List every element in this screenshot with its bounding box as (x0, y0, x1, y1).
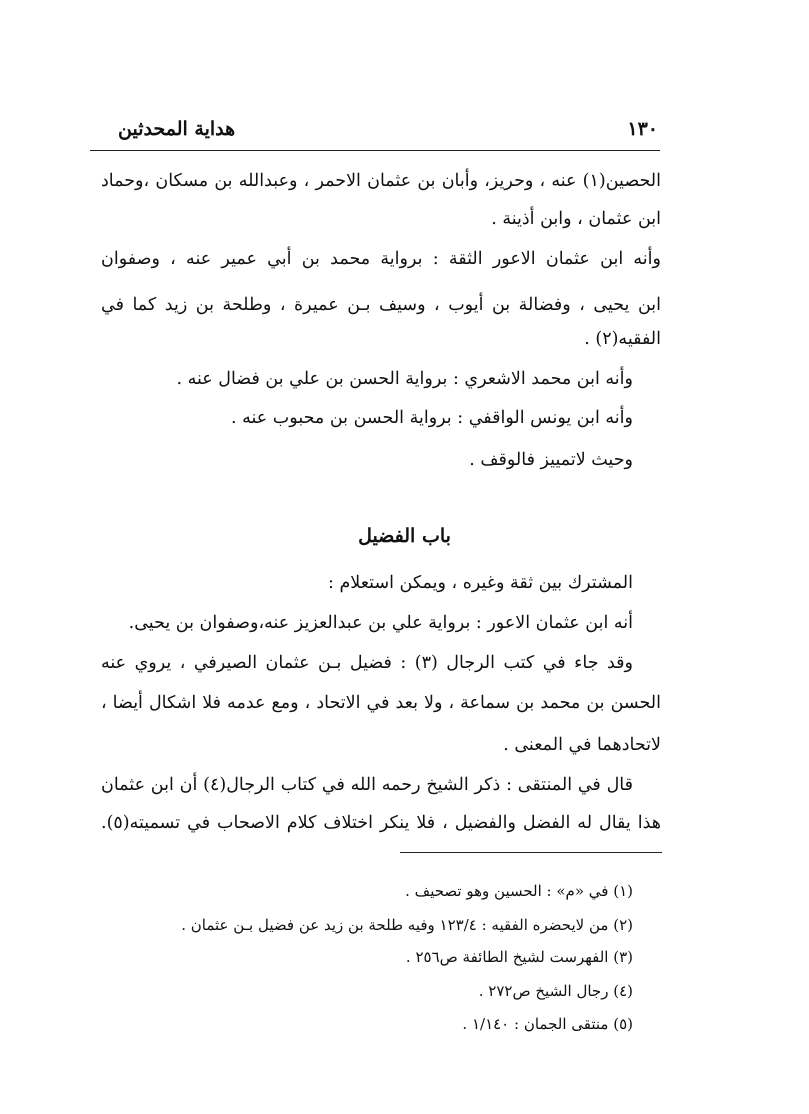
section-line: أنه ابن عثمان الاعور : برواية علي بن عبدالعزيز عنه،وصفوان بن يحيى. (128, 613, 633, 633)
section-line: هذا يقال له الفضل والفضيل ، فلا ينكر اختلاف كلام الاصحاب في تسميته(٥). (101, 813, 661, 833)
footnote: (٢) من لايحضره الفقيه : ١٢٣/٤ وفيه طلحة بن زيد عن فضيل بـن عثمان . (181, 916, 633, 934)
body-line: ابن يحيى ، وفضالة بن أيوب ، وسيف بـن عميرة ، وطلحة بن زيد كما في (101, 295, 661, 315)
section-line: وقد جاء في كتب الرجال (٣) : فضيل بـن عثمان الصيرفي ، يروي عنه (101, 653, 633, 673)
body-line: وأنه ابن محمد الاشعري : برواية الحسن بن علي بن فضال عنه . (176, 369, 633, 389)
body-line: وحيث لاتمييز فالوقف . (469, 450, 633, 470)
section-line: لاتحادهما في المعنى . (503, 735, 661, 755)
body-line: وأنه ابن يونس الواقفي : برواية الحسن بن محبوب عنه . (231, 408, 633, 428)
header-rule (90, 150, 660, 151)
section-line: الحسن بن محمد بن سماعة ، ولا بعد في الاتحاد ، ومع عدمه فلا اشكال أيضا ، (101, 693, 661, 713)
section-line: قال في المنتقى : ذكر الشيخ رحمه الله في كتاب الرجال(٤) أن ابن عثمان (101, 775, 633, 795)
section-title: باب الفضيل (358, 525, 451, 547)
body-line: ابن عثمان ، وابن أذينة . (491, 209, 661, 229)
footnote: (٥) منتقى الجمان : ١/١٤٠ . (462, 1015, 633, 1033)
page-number: ١٣٠ (627, 118, 658, 140)
footnote: (١) في «م» : الحسين وهو تصحيف . (405, 882, 633, 900)
section-line: المشترك بين ثقة وغيره ، ويمكن استعلام : (327, 573, 633, 593)
body-line: وأنه ابن عثمان الاعور الثقة : برواية محمد بن أبي عمير عنه ، وصفوان (101, 249, 661, 269)
body-line: الحصين(١) عنه ، وحريز، وأبان بن عثمان الاحمر ، وعبدالله بن مسكان ،وحماد (101, 171, 661, 191)
footnote-rule (400, 852, 662, 853)
body-line: الفقيه(٢) . (584, 329, 661, 349)
running-title: هداية المحدثين (118, 118, 236, 140)
footnote: (٤) رجال الشيخ ص٢٧٢ . (478, 982, 633, 1000)
page-header (118, 112, 658, 146)
footnote: (٣) الفهرست لشيخ الطائفة ص٢٥٦ . (405, 948, 633, 966)
